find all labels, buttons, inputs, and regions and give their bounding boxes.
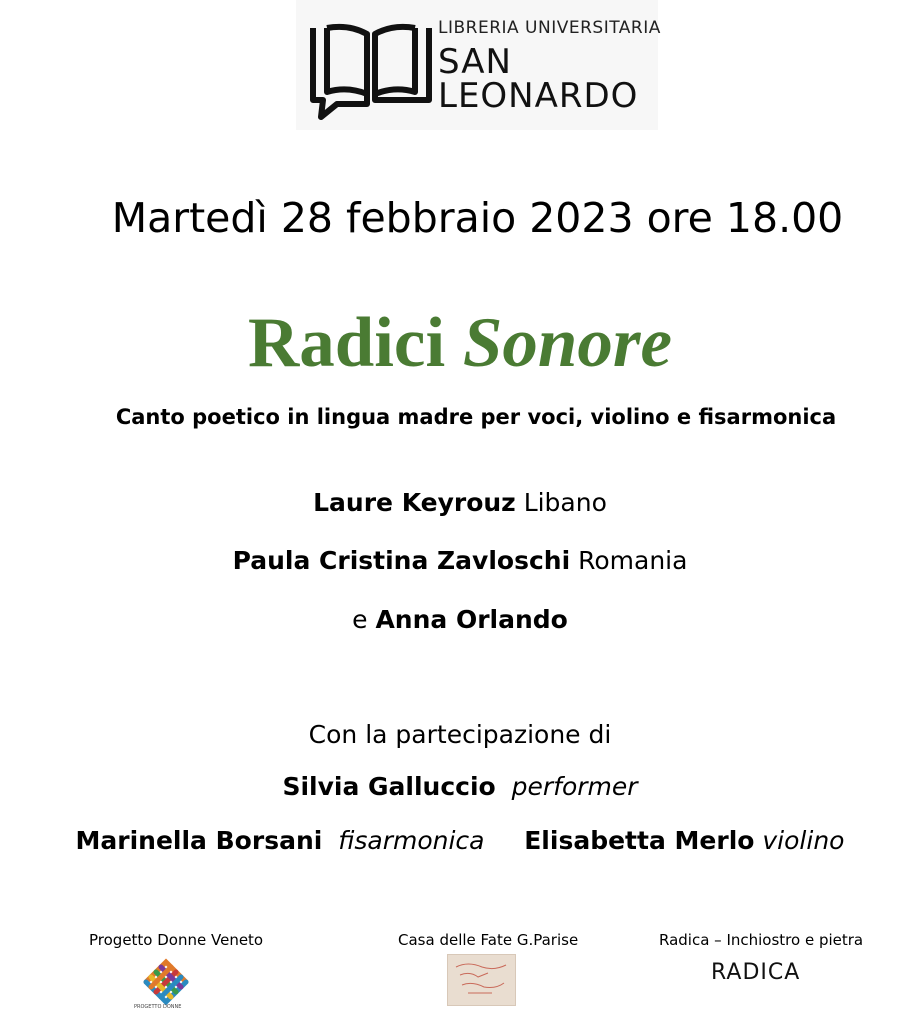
guest-line bbox=[0, 825, 920, 857]
sponsor-label: Progetto Donne Veneto bbox=[89, 931, 264, 949]
performer-line bbox=[0, 545, 920, 577]
event-title bbox=[0, 300, 920, 386]
performer-name: Laure Keyrouz bbox=[313, 488, 516, 517]
guest-name: Marinella Borsani bbox=[75, 826, 323, 855]
performer-country: Libano bbox=[523, 488, 607, 517]
event-title-part-2: Sonore bbox=[462, 304, 673, 382]
sponsor-label: Radica – Inchiostro e pietra bbox=[659, 931, 864, 949]
radica-logo: RADICA bbox=[711, 960, 801, 985]
logo-line-1: LIBRERIA UNIVERSITARIA bbox=[438, 18, 661, 38]
guest-role: violino bbox=[762, 826, 845, 855]
guest-name: Silvia Galluccio bbox=[282, 772, 496, 801]
performer-line bbox=[0, 604, 920, 636]
event-subtitle: Canto poetico in lingua madre per voci, violino e fisarmonica bbox=[115, 405, 837, 429]
event-title-part-1: Radici bbox=[247, 304, 446, 382]
performer-line bbox=[0, 487, 920, 519]
handwritten-logo-icon bbox=[448, 955, 515, 1005]
performer-name: Paula Cristina Zavloschi bbox=[232, 546, 571, 575]
open-book-speech-bubble-icon bbox=[309, 20, 433, 120]
participation-heading: Con la partecipazione di bbox=[308, 720, 612, 749]
performer-name: Anna Orlando bbox=[375, 605, 568, 634]
guest-role: fisarmonica bbox=[338, 826, 485, 855]
logo-line-3: LEONARDO bbox=[438, 76, 639, 116]
casa-delle-fate-logo bbox=[447, 954, 516, 1006]
guest-name: Elisabetta Merlo bbox=[524, 826, 755, 855]
logo-line-2: SAN bbox=[438, 42, 512, 82]
sponsor-label: Casa delle Fate G.Parise bbox=[398, 931, 579, 949]
progetto-donne-logo-text: PROGETTO DONNE bbox=[134, 1004, 182, 1010]
performer-country: Romania bbox=[578, 546, 688, 575]
event-date: Martedì 28 febbraio 2023 ore 18.00 bbox=[111, 194, 844, 242]
guest-line bbox=[0, 771, 920, 803]
celtic-knot-logo-icon bbox=[140, 956, 192, 1008]
guest-role: performer bbox=[511, 772, 638, 801]
performer-prefix: e bbox=[352, 605, 368, 634]
